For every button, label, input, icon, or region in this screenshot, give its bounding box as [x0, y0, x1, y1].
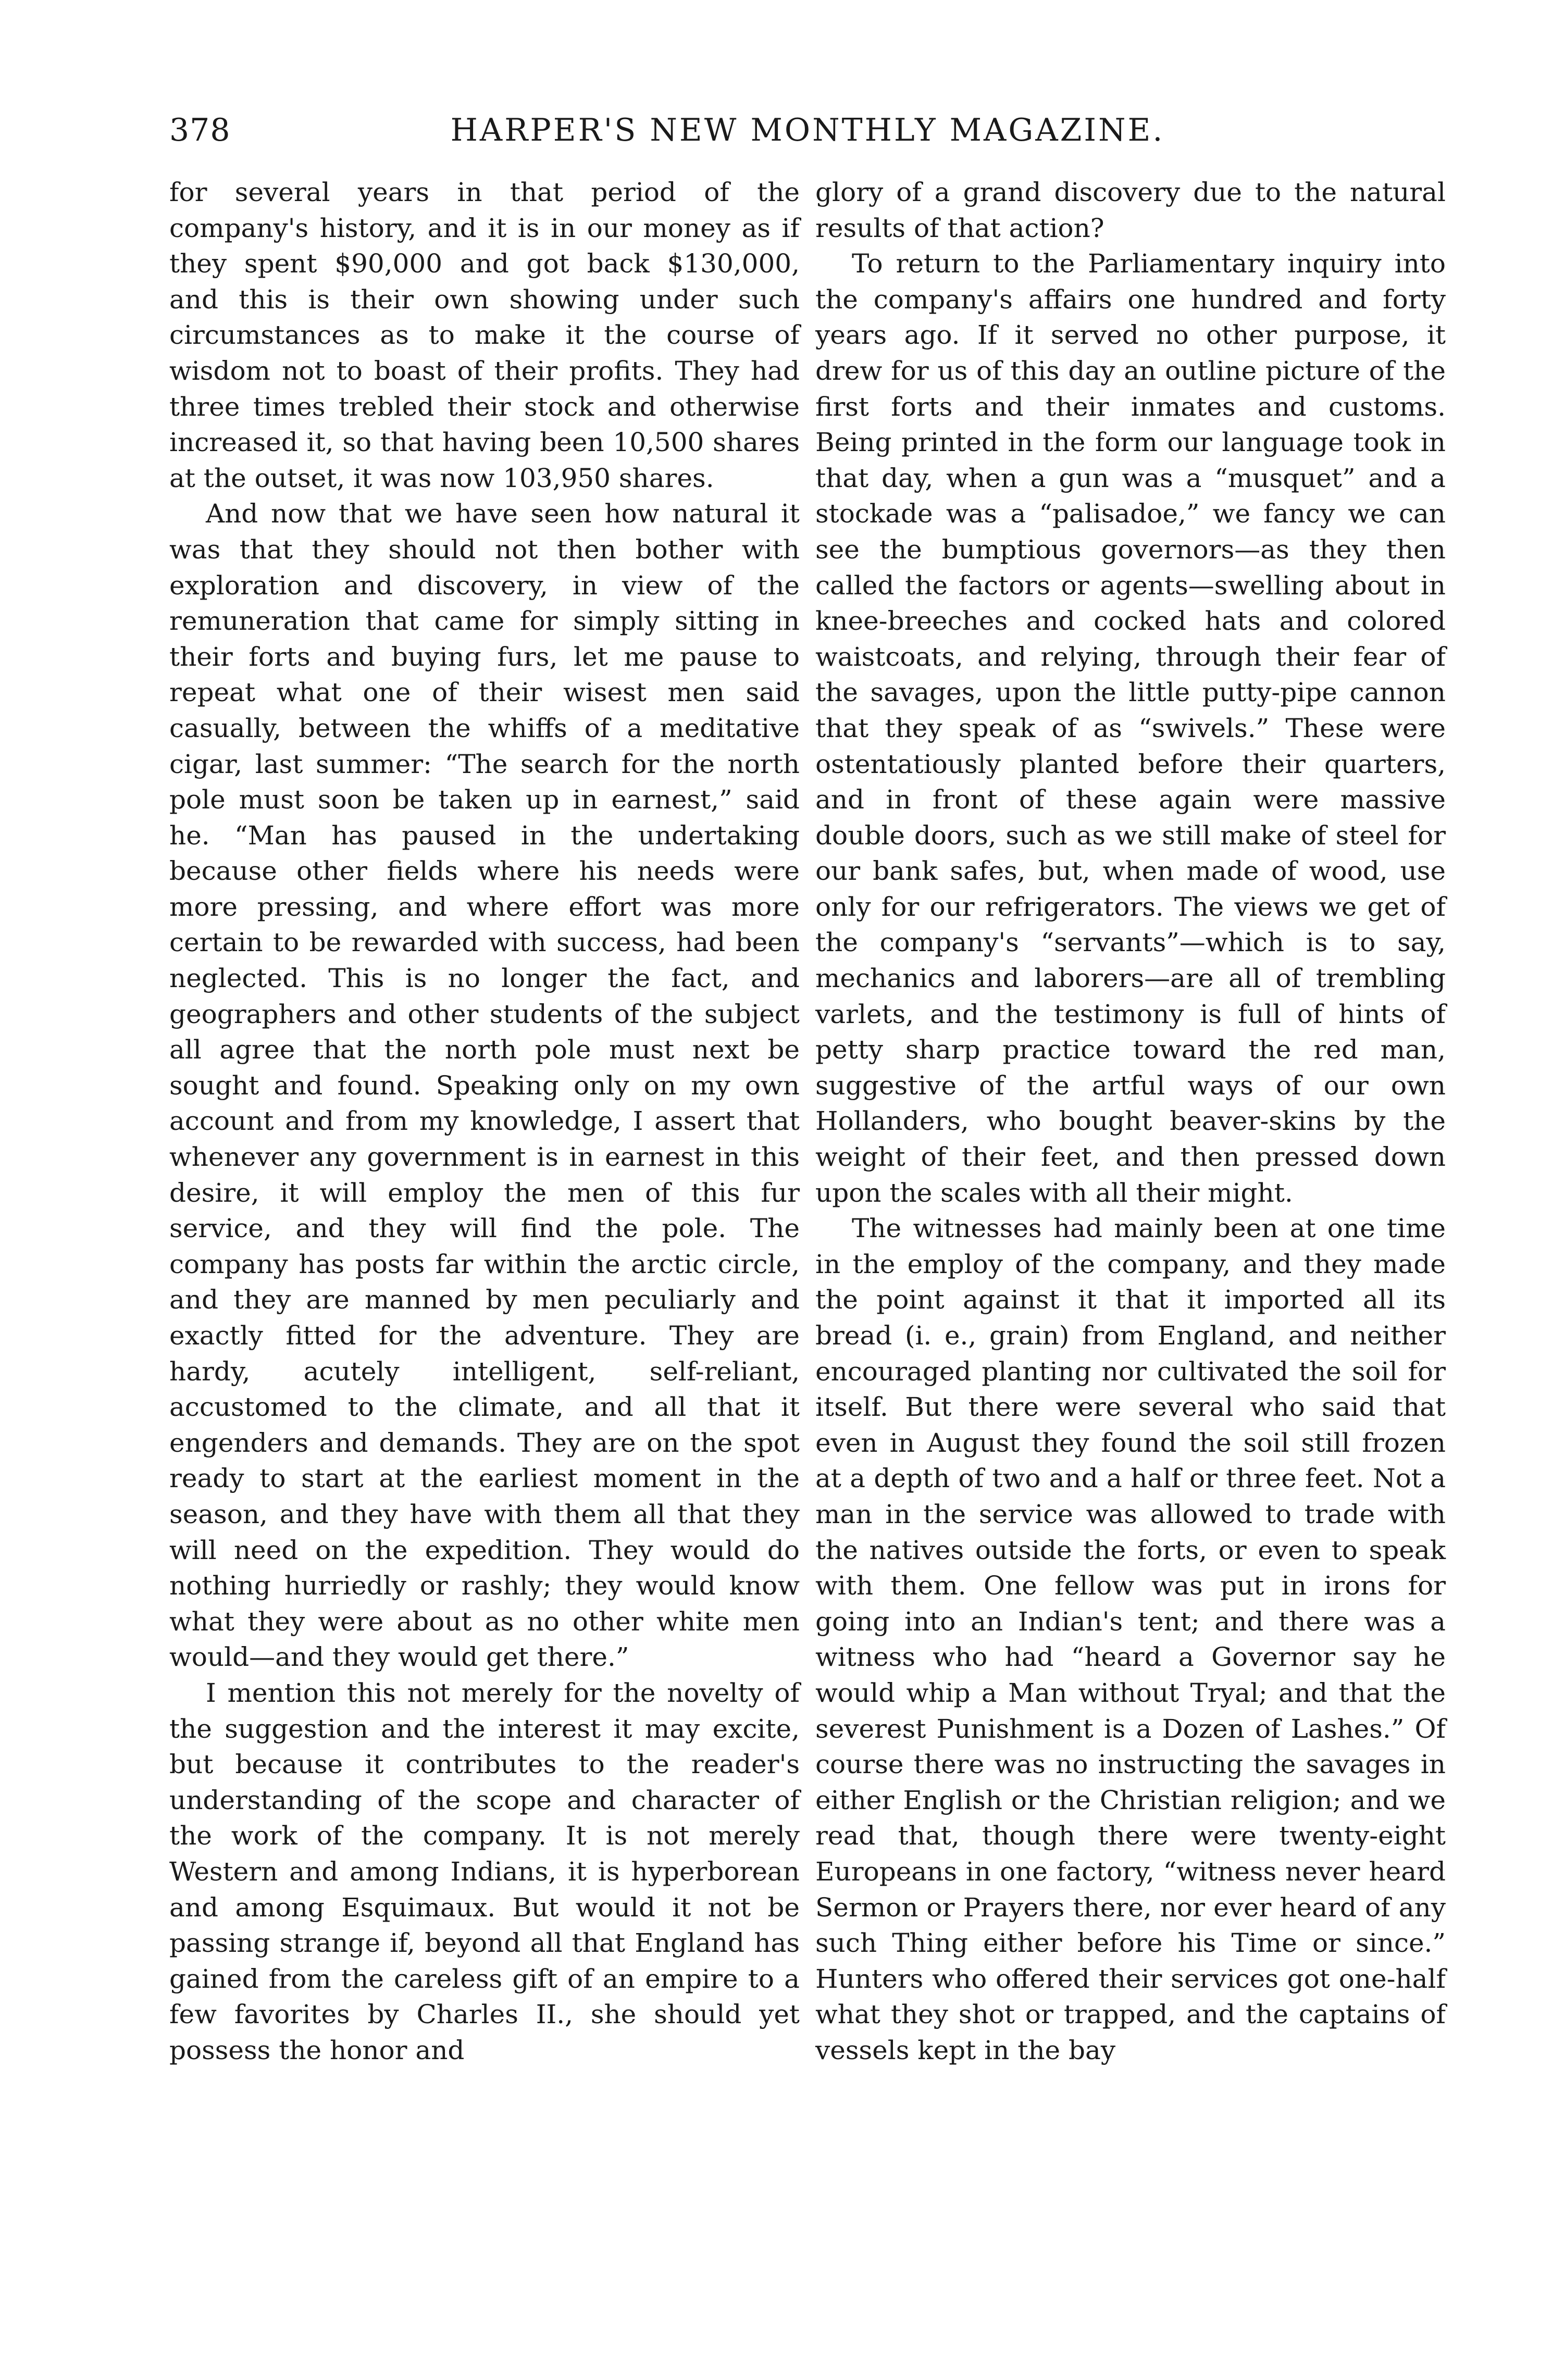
- paragraph: The witnesses had mainly been at one time in the employ of the company, and they made the point against it that it imported all its bread (i. e., grain) from England, and neither encouraged planting nor cultivated the soil for itself. But there were several who said that even in August they found the soil still frozen at a depth of two and a half or three feet. Not a man in the service was allowed to trade with the natives outside the forts, or even to speak with them. One fellow was put in irons for going into an Indian's tent; and there was a witness who had “heard a Governor say he would whip a Man without Tryal; and that the severest Punishment is a Dozen of Lashes.” Of course there was no instructing the savages in either English or the Christian religion; and we read that, though there were twenty-eight Europeans in one factory, “witness never heard Sermon or Prayers there, nor ever heard of any such Thing either before his Time or since.” Hunters who offered their services got one-half what they shot or trapped, and the captains of vessels kept in the bay: [815, 1213, 1446, 2065]
- paragraph: for several years in that period of the company's history, and it is in our money as if they spent $90,000 and got back $130,000, and this is their own showing under such circumstances as to make it the course of wisdom not to boast of their profits. They had three times trebled their stock and otherwise increased it, so that having been 10,500 shares at the outset, it was now 103,950 shares.: [169, 177, 800, 493]
- paragraph: To return to the Parliamentary inquiry into the company's affairs one hundred and forty years ago. If it served no other purpose, it drew for us of this day an outline picture of the first forts and their inmates and customs. Being printed in the form our language took in that day, when a gun was a “musquet” and a stockade was a “palisadoe,” we fancy we can see the bumptious governors—as they then called the factors or agents—swelling about in knee-breeches and cocked hats and colored waistcoats, and relying, through their fear of the savages, upon the little putty-pipe cannon that they speak of as “swivels.” These were ostentatiously planted before their quarters, and in front of these again were massive double doors, such as we still make of steel for our bank safes, but, when made of wood, use only for our refrigerators. The views we get of the company's “servants”—which is to say, mechanics and laborers—are all of trembling varlets, and the testimony is full of hints of petty sharp practice toward the red man, suggestive of the artful ways of our own Hollanders, who bought beaver-skins by the weight of their feet, and then pressed down upon the scales with all their might.: [815, 248, 1446, 1208]
- page-number: 378: [169, 112, 231, 148]
- magazine-title: HARPER'S NEW MONTHLY MAGAZINE.: [450, 112, 1165, 148]
- paragraph: glory of a grand discovery due to the natural results of that action?: [815, 177, 1446, 243]
- paragraph: I mention this not merely for the novelty of the suggestion and the interest it may excite, but because it contributes to the reader's understanding of the scope and character of the work of the company. It is not merely Western and among Indians, it is hyperborean and among Esquimaux. But would it not be passing strange if, beyond all that England has gained from the careless gift of an empire to a few favorites by Charles II., she should yet possess the honor and: [169, 1677, 800, 2065]
- right-column: [815, 175, 1446, 2068]
- paragraph: And now that we have seen how natural it was that they should not then bother with exploration and discovery, in view of the remuneration that came for simply sitting in their forts and buying furs, let me pause to repeat what one of their wisest men said casually, between the whiffs of a meditative cigar, last summer: “The search for the north pole must soon be taken up in earnest,” said he. “Man has paused in the undertaking because other fields where his needs were more pressing, and where effort was more certain to be rewarded with success, had been neglected. This is no longer the fact, and geographers and other students of the subject all agree that the north pole must next be sought and found. Speaking only on my own account and from my knowledge, I assert that whenever any government is in earnest in this desire, it will employ the men of this fur service, and they will find the pole. The company has posts far within the arctic circle, and they are manned by men peculiarly and exactly fitted for the adventure. They are hardy, acutely intelligent, self-reliant, accustomed to the climate, and all that it engenders and demands. They are on the spot ready to start at the earliest moment in the season, and they have with them all that they will need on the expedition. They would do nothing hurriedly or rashly; they would know what they were about as no other white men would—and they would get there.”: [169, 499, 800, 1673]
- running-head: [169, 107, 1446, 154]
- left-column: [169, 175, 800, 2068]
